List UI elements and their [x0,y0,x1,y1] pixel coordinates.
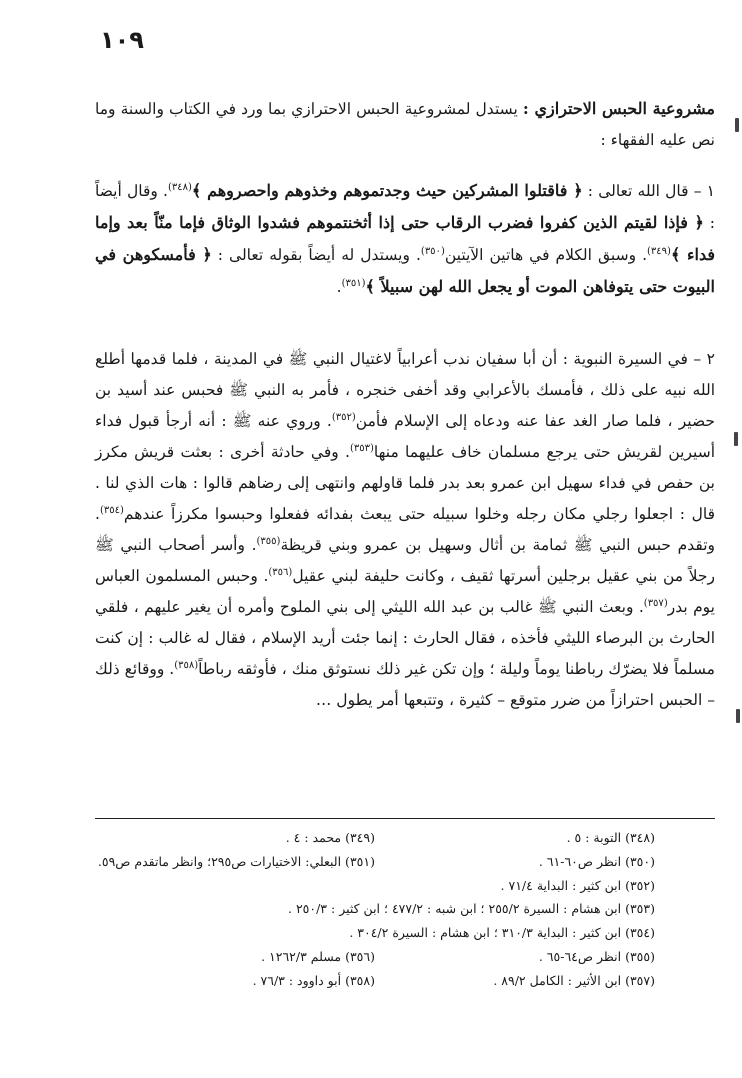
footnote: (٣٥٢) ابن كثير : البداية ٧١/٤ . [500,877,655,893]
item2-text: . وبعث النبي ﷺ غالب بن عبد الله الليثي إلى بني الملوح وأمره أن يغير عليهم ، فلقي الحارث بن البرصاء الليثي فأخذه ، فقال الحارث : إنما جئت أريد الإسلام ، فقال له غالب : إن كنت مسلماً فلا يضرّك رباطنا يوماً وليلة ؛ وإن تكن غير ذلك نستوثق منك ، فأوثقه رباطاً [95,598,715,678]
quran-verse: ﴿ فأمسكوهن في البيوت حتى يتوفاهن الموت أو يجعل الله لهن سبيلاً ﴾ [95,245,715,296]
footnote-row [95,897,655,921]
item2-text: . وحبس المسلمون العباس يوم بدر [95,567,715,616]
item1-text: ١ – قال الله تعالى : [582,182,715,200]
footnote: (٣٥٠) انظر ص٦٠-٦١ . [538,853,655,869]
item2-text: . وتقدم حبس النبي ﷺ ثمامة بن أثال وسهيل بن عمرو وبني قريظة [95,505,715,554]
footnote-ref[interactable]: (٣٥٢) [331,411,356,423]
item1-text: . وقال أيضاً : [95,182,715,232]
item1-text: . [336,278,342,296]
page-number: ١٠٩ [100,26,144,54]
intro-text: يستدل لمشروعية الحبس الاحترازي بما ورد في الكتاب والسنة وما نص عليه الفقهاء : [95,100,715,149]
footnote-row [95,945,655,969]
footnote-ref[interactable]: (٣٥٣) [349,442,374,454]
footnote-ref[interactable]: (٣٥١) [341,277,366,289]
intro-paragraph [95,93,715,156]
item1-text: . وسبق الكلام في هاتين الآيتين [444,246,647,264]
footnote: (٣٤٩) محمد : ٤ . [285,830,375,845]
footnote: (٣٥٤) ابن كثير : البداية ٣١٠/٣ ؛ ابن هشام : السيرة ٣٠٤/٢ . [349,925,655,941]
footnote-ref[interactable]: (٣٥٠) [420,245,445,257]
footnote: (٣٥٥) انظر ص٦٤-٦٥ . [538,948,655,964]
item2-text: . وروي عنه ﷺ : أنه أرجأ قبول فداء أسيرين لقريش حتى يرجع مسلمان خاف عليهما منها [95,412,716,461]
footnote: (٣٥٦) مسلم ١٢٦٢/٣ . [261,948,375,964]
footnote-row [95,826,655,850]
quran-verse: ﴿ فإذا لقيتم الذين كفروا فضرب الرقاب حتى إذا أثخنتموهم فشدوا الوثاق فإما منّاً بعد وإما فداء ﴾ [95,213,715,264]
footnote-row [95,921,655,945]
quran-verse: ﴿ فاقتلوا المشركين حيث وجدتموهم وخذوهم واحصروهم ﴾ [191,181,583,200]
footnote-ref[interactable]: (٣٥٤) [99,504,124,516]
footnote: (٣٤٨) التوبة : ٥ . [566,830,655,845]
section-heading: مشروعية الحبس الاحترازي : [522,99,715,118]
item2-text: . ووقائع ذلك – الحبس احترازاً من ضرر متوقع – كثيرة ، وتتبعها أمر يطول … [95,660,715,709]
footnote-ref[interactable]: (٣٥٦) [268,566,293,578]
footnote-row [95,969,655,993]
footnote: (٣٥١) البعلي: الاختيارات ص٢٩٥؛ وانظر ماتقدم ص٥٩. [97,853,375,869]
footnote-divider [95,818,715,819]
footnote-ref[interactable]: (٣٤٩) [647,245,671,257]
footnote: (٣٥٧) ابن الأثير : الكامل ٨٩/٢ . [493,972,655,988]
footnote: (٣٥٣) ابن هشام : السيرة ٢٥٥/٢ ؛ ابن شبه : ٤٧٧/٢ ؛ ابن كثير : ٢٥٠/٣ . [288,901,655,917]
footnote-ref[interactable]: (٣٥٨) [174,659,199,671]
footnote-ref[interactable]: (٣٥٧) [643,597,668,609]
footnote-row [95,874,655,898]
item1-text: . ويستدل له أيضاً بقوله تعالى : [211,246,421,264]
footnotes [95,826,655,993]
footnote-ref[interactable]: (٣٤٨) [167,181,192,193]
footnote-ref[interactable]: (٣٥٥) [256,535,281,547]
item2-text: . وأسر أصحاب النبي ﷺ رجلاً من بني عقيل برجلين أسرتها ثقيف ، وكانت حليفة لبني عقيل [95,536,715,585]
footnote: (٣٥٨) أبو داوود : ٧٦/٣ . [252,972,375,988]
footnote-row [95,850,655,874]
scan-edge-mark [735,118,739,132]
item2-text: . وفي حادثة أخرى : بعثت قريش مكرز بن حفص في فداء سهيل ابن عمرو بعد بدر فلما قاولهم وانتهى إلى رضاهم قالوا : هات الذي لنا . قال : اجعلوا رجلي مكان رجله وخلوا سبيله حتى يبعث بفدائه ففعلوا وحبسوا مكرزاً عندهم [95,443,715,523]
sira-evidence-paragraph [95,344,715,716]
scan-edge-mark [736,709,740,723]
item2-text: ٢ – في السيرة النبوية : أن أبا سفيان ندب أعرابياً لاغتيال النبي ﷺ في المدينة ، فلما قدمها أطلع الله نبيه على ذلك ، فأمسك بالأعرابي وقد أخفى خنجره ، فأمر به النبي ﷺ فحبس عند أسيد بن حضير ، فلما صار الغد عفا عنه ودعاه إلى الإسلام فأمن [95,350,715,430]
quran-evidence-paragraph [95,175,715,303]
scan-edge-mark [734,432,738,446]
